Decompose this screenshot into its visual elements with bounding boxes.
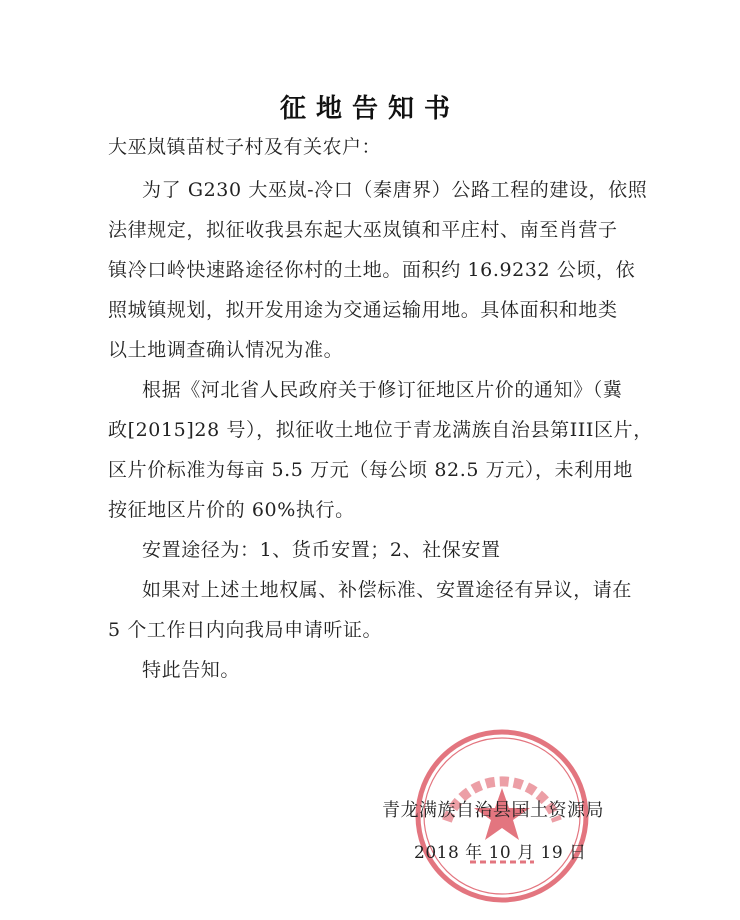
paragraph-2-line: 政[2015]28 号），拟征收土地位于青龙满族自治县第III区片， — [108, 419, 653, 441]
issue-date: 2018 年 10 月 19 日 — [414, 843, 587, 863]
paragraph-1-line: 为了 G230 大巫岚-冷口（秦唐界）公路工程的建设，依照 — [142, 179, 648, 201]
paragraph-3: 安置途径为：1、货币安置；2、社保安置 — [142, 539, 501, 561]
paragraph-2-line: 区片价标准为每亩 5.5 万元（每公顷 82.5 万元），未利用地 — [108, 459, 633, 481]
document-title: 征地告知书 — [279, 94, 460, 124]
issuer-signature: 青龙满族自治县国土资源局 — [382, 800, 604, 821]
paragraph-2-line: 按征地区片价的 60%执行。 — [108, 499, 355, 521]
paragraph-1-line: 以土地调查确认情况为准。 — [108, 339, 344, 361]
paragraph-2-line: 根据《河北省人民政府关于修订征地区片价的通知》（冀 — [142, 379, 623, 401]
closing-remark: 特此告知。 — [142, 659, 241, 681]
paragraph-4-line: 5 个工作日内向我局申请听证。 — [108, 619, 383, 641]
salutation: 大巫岚镇苗杖子村及有关农户： — [108, 136, 382, 158]
paragraph-4-line: 如果对上述土地权属、补偿标准、安置途径有异议，请在 — [142, 579, 633, 601]
paragraph-1-line: 照城镇规划，拟开发用途为交通运输用地。具体面积和地类 — [108, 299, 618, 321]
paragraph-1-line: 法律规定，拟征收我县东起大巫岚镇和平庄村、南至肖营子 — [108, 219, 618, 241]
paragraph-1-line: 镇冷口岭快速路途径你村的土地。面积约 16.9232 公顷，依 — [108, 259, 636, 281]
